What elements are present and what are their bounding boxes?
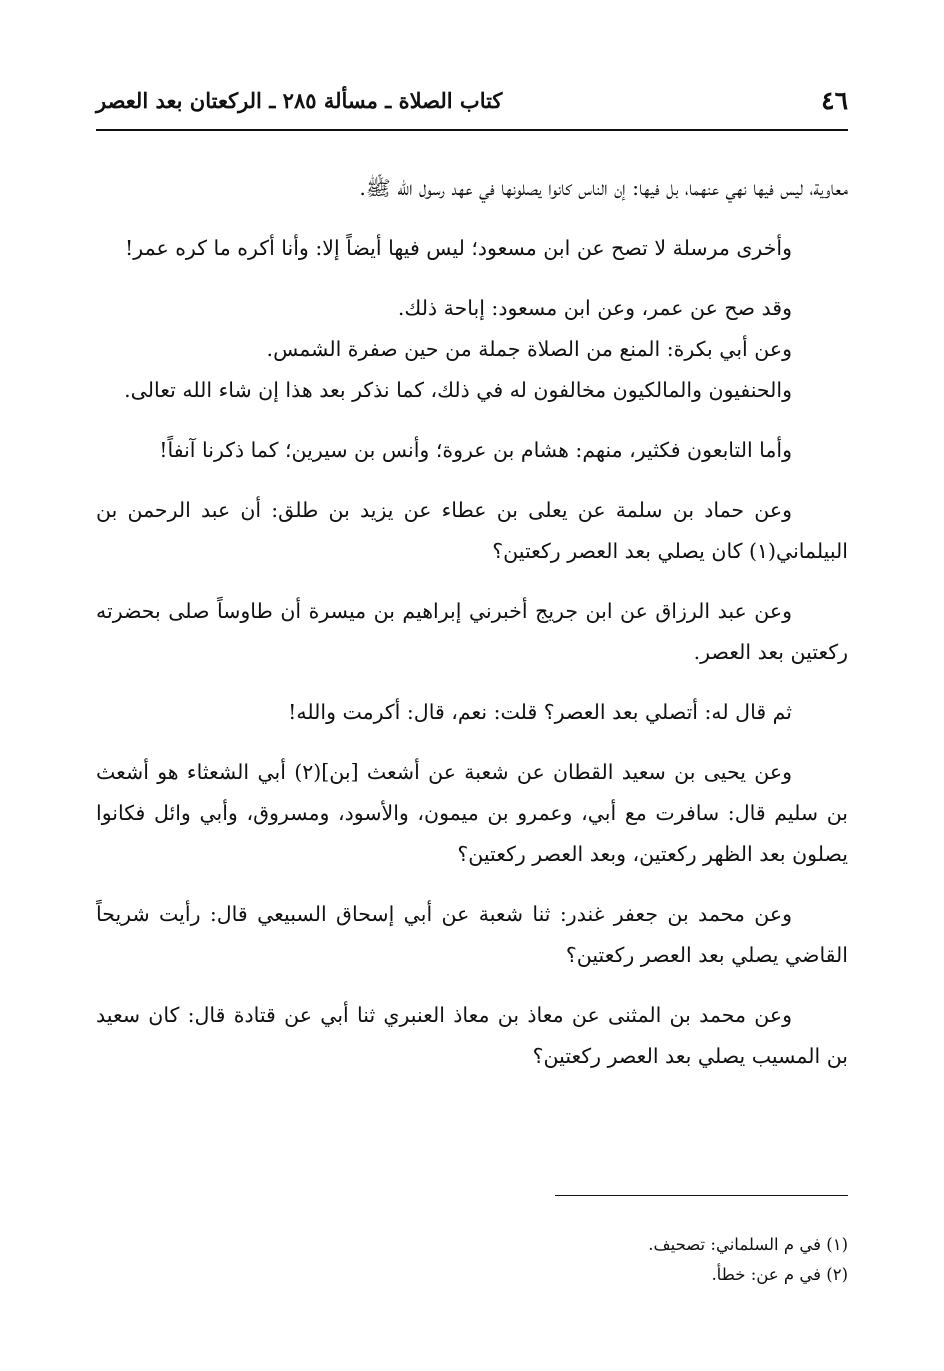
paragraph-continuation: معاوية، ليس فيها نهي عنهما، بل فيها: إن الناس كانوا يصلونها في عهد رسول الله ﷺ. (359, 176, 848, 200)
paragraph: وعن عبد الرزاق عن ابن جريج أخبرني إبراهيم بن ميسرة أن طاوساً صلى بحضرته ركعتين بعد العصر. (96, 599, 848, 664)
footnote-separator (555, 1195, 848, 1196)
paragraph: وأما التابعون فكثير، منهم: هشام بن عروة؛ وأنس بن سيرين؛ كما ذكرنا آنفاً! (159, 438, 792, 462)
page-header (96, 82, 848, 122)
running-title: كتاب الصلاة ـ مسألة ٢٨٥ ـ الركعتان بعد العصر (96, 88, 503, 113)
paragraph: وعن حماد بن سلمة عن يعلى بن عطاء عن يزيد بن طلق: أن عبد الرحمن بن البيلماني(١) كان يصلي بعد العصر ركعتين؟ (96, 498, 848, 563)
paragraph: والحنفيون والمالكيون مخالفون له في ذلك، كما نذكر بعد هذا إن شاء الله تعالى. (124, 378, 792, 402)
footnote: (٢) في م عن: خطأ. (711, 1265, 848, 1284)
page-number: ٤٦ (821, 86, 848, 115)
main-text (96, 168, 848, 1096)
header-rule (96, 129, 848, 131)
footnotes (480, 1230, 848, 1290)
paragraph: ثم قال له: أتصلي بعد العصر؟ قلت: نعم، قال: أكرمت والله! (288, 700, 792, 724)
paragraph: وعن أبي بكرة: المنع من الصلاة جملة من حين صفرة الشمس. (266, 337, 792, 361)
paragraph: وأخرى مرسلة لا تصح عن ابن مسعود؛ ليس فيها أيضاً إلا: وأنا أكره ما كره عمر! (125, 236, 792, 260)
paragraph: وعن محمد بن جعفر غندر: ثنا شعبة عن أبي إسحاق السبيعي قال: رأيت شريحاً القاضي يصلي بعد العصر ركعتين؟ (96, 902, 848, 967)
paragraph: وعن يحيى بن سعيد القطان عن شعبة عن أشعث [بن](٢) أبي الشعثاء هو أشعث بن سليم قال: سافرت مع أبي، وعمرو بن ميمون، والأسود، ومسروق، وأبي وائل فكانوا يصلون بعد الظهر ركعتين، وبعد العصر ركعتين؟ (96, 760, 848, 866)
paragraph: وقد صح عن عمر، وعن ابن مسعود: إباحة ذلك. (397, 296, 792, 320)
footnote: (١) في م السلماني: تصحيف. (648, 1235, 848, 1254)
paragraph: وعن محمد بن المثنى عن معاذ بن معاذ العنبري ثنا أبي عن قتادة قال: كان سعيد بن المسيب يصلي بعد العصر ركعتين؟ (96, 1003, 848, 1068)
